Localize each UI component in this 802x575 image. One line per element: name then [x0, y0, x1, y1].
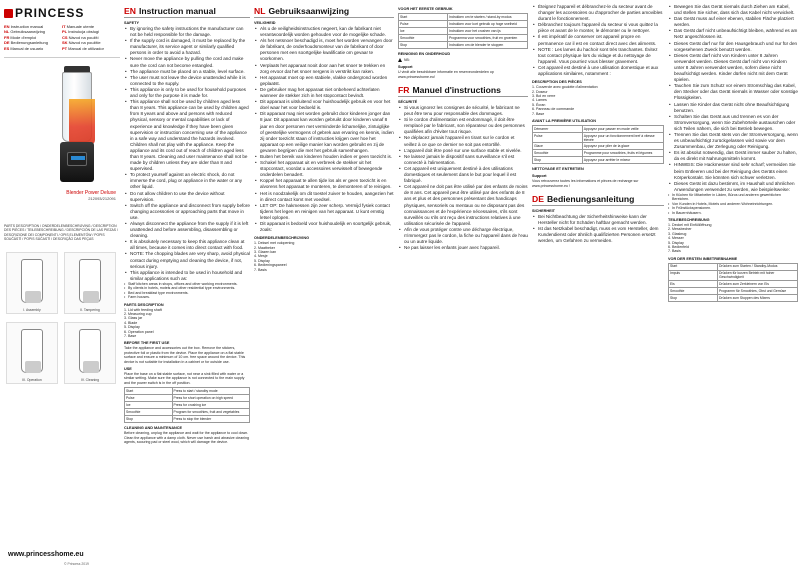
- en-before-text: Take the appliance and accessories out the box. Remove the stickers, protective foil or plastic from the device. Place the appliance on a flat stable surface and ensure a minimum of 10 cm. free space around the device. This device is not suitable for installation in a cabinet or for outside use.: [124, 346, 246, 364]
- list-item: 7. Base: [532, 111, 545, 116]
- table-cell: Appuyez pour piler de la glace: [582, 143, 663, 150]
- table-cell: Start: [669, 263, 718, 270]
- fr-parts-heading: DESCRIPTION DES PIÈCES: [532, 80, 582, 85]
- nl-parts-heading: ONDERDELENBESCHRIJVING: [254, 236, 310, 241]
- list-item: • Von Kunden in Hotels, Motels und anderen Wohneinrichtungen.: [668, 202, 798, 206]
- list-item: • De gebruiker mag het apparaat niet onbeheerd achterlaten wanneer de stekker zich in het stopcontact bevindt.: [254, 87, 394, 99]
- table-cell: Appuyez pour arrêter le mixeur: [582, 157, 663, 164]
- table-row: [669, 280, 798, 287]
- list-item: • To protect yourself against an electric shock, do not immerse the cord, plug or appliance in the water or any other liquid.: [124, 172, 250, 190]
- list-item: • Do not allow children to use the device without supervision.: [124, 191, 250, 203]
- list-item: • Ne déplacez jamais l'appareil en tirant sur le cordon et veillez à ce que ce dernier ne soit pas entortillé.: [398, 135, 528, 147]
- list-item: • The appliance must be placed on a stable, level surface.: [124, 69, 250, 75]
- table-cell: Appuyez pour passer en mode veille: [582, 125, 663, 132]
- list-item: 2. Measuring cup: [124, 311, 152, 316]
- nl-support-heading: Support: [398, 65, 413, 70]
- language-item: SKNávod na použitie: [62, 40, 101, 46]
- list-item: • In Frühstückspensionen.: [668, 206, 798, 210]
- parts-description-heading: PARTS DESCRIPTION / ONDERDELENBESCHRIJVING / DESCRIPTION DES PIÈCES / TEILEBESCHREIBUNG / DESCRIPCIÓN DE LAS PIEZAS / DESCRIZIONE DEI COMPONENTI / OPIS ELEMENTÓW / POPIS SOUČÁSTÍ / POPIS SÚČASTÍ / DESCRIÇÃO DAS PEÇAS: [4, 224, 118, 242]
- list-item: • This appliance is only to be used for household purposes and only for the purpose it is made for.: [124, 87, 250, 99]
- list-item: • In Küchen für Mitarbeiter in Läden, Büros und anderen gewerblichen Bereichen.: [668, 193, 798, 202]
- list-item: 6. Operation panel: [124, 329, 154, 334]
- fr-safety-list: [398, 105, 528, 251]
- copyright-date: © Princess 2019: [64, 562, 89, 566]
- list-item: • Cet appareil est destiné à une utilisation domestique et aux applications similaires, notamment :: [532, 65, 664, 77]
- list-item: • Dit apparaat is bedoeld voor huishoudelijk en soortgelijk gebruik, zoals:: [254, 221, 394, 233]
- fr-parts-list: [532, 85, 664, 116]
- table-row: [533, 150, 664, 157]
- list-item: 6. Panneau de commande: [532, 107, 575, 112]
- list-item: • NOTE : Les lames du hachoir sont très tranchantes. Évitez tout contact physique lors du vidage et du nettoyage de l'appareil. Vous pourriez vous blesser gravement.: [532, 47, 664, 65]
- list-item: 4. Blade: [124, 320, 138, 325]
- table-cell: Appuyez pour un fonctionnement bref à vitesse élevée: [582, 132, 663, 142]
- list-item: • Trennen Sie das Gerät stets von der Stromversorgung, wenn es unbeaufsichtigt zurückgelassen wird sowie vor dem Zusammenbau, der Zerlegung oder Reinigung.: [668, 132, 798, 150]
- table-cell: Press to stop the blender: [172, 416, 250, 423]
- list-item: 7. Basis: [254, 267, 267, 272]
- table-cell: Pulse: [533, 132, 583, 142]
- fr-support-heading: Support: [532, 174, 547, 179]
- list-item: • Verplaats het apparaat nooit door aan het snoer te trekken en zorg ervoor dat het snoer nergens in verstrikt kan raken.: [254, 63, 394, 75]
- de-column: [668, 4, 798, 572]
- nl-cleaning-heading: REINIGING EN ONDERHOUD: [398, 52, 451, 56]
- list-item: 2. Doseur: [532, 89, 548, 94]
- cover-column: [4, 4, 120, 572]
- table-cell: Start: [399, 14, 448, 21]
- list-item: • Never move the appliance by pulling the cord and make sure the cord can not become entangled.: [124, 56, 250, 68]
- de-parts-heading: TEILEBESCHREIBUNG: [668, 217, 710, 222]
- list-item: • Ne pas laisser les enfants jouer avec l'appareil.: [398, 245, 528, 251]
- table-cell: Drücken zum Stoppen des Mixers: [718, 294, 798, 301]
- language-item: PTManual de utilizador: [62, 45, 104, 51]
- nl-column: [254, 4, 394, 572]
- list-item: • Bewegen Sie das Gerät niemals durch Ziehen am Kabel, und stellen Sie sicher, dass sich das Kabel nicht verwickelt.: [668, 4, 798, 16]
- list-item: • Schakel het apparaat uit en verbreek de stekker uit het stopcontact, voordat u accessoires verwisselt of bewegende onderdelen benadert.: [254, 160, 394, 178]
- table-cell: Glace: [533, 143, 583, 150]
- nl-safety-list: [254, 26, 394, 233]
- list-item: • Als u de veiligheidsinstructies negeert, kan de fabrikant niet verantwoordelijk worden gehouden voor de mogelijke schade.: [254, 26, 394, 38]
- table-row: [125, 402, 250, 409]
- table-row: [399, 14, 528, 21]
- list-item: • Farm houses.: [124, 295, 250, 299]
- fr-before-heading: AVANT LA PREMIÈRE UTILISATION: [532, 118, 596, 123]
- table-cell: Stop: [533, 157, 583, 164]
- table-row: [399, 21, 528, 28]
- en-use-heading: USE: [124, 367, 132, 372]
- list-item: 1. Lid with feeding shaft: [124, 307, 162, 312]
- table-cell: Program for smoothies, fruit and vegetables: [172, 409, 250, 416]
- language-item: CSNávod na použití: [62, 34, 99, 40]
- product-image: [4, 57, 120, 222]
- list-item: • Das Gerät muss auf einer ebenen, stabilen Fläche platziert werden.: [668, 16, 798, 28]
- table-cell: Stop: [669, 294, 718, 301]
- table-cell: Smoothie: [669, 287, 718, 294]
- list-item: • By ignoring the safety instructions the manufacturer can not be held responsible for the damage.: [124, 26, 250, 38]
- list-item: 5. Écran: [532, 102, 546, 107]
- list-item: • Tauchen Sie zum Schutz vor einem Stromschlag das Kabel, den Stecker oder das Gerät niemals in Wasser oder sonstige Flüssigkeiten.: [668, 83, 798, 101]
- list-item: • Il est impératif de conserver cet appareil propre en permanence car il est en contact direct avec des aliments.: [532, 34, 664, 46]
- list-item: • If the supply cord is damaged, it must be replaced by the manufacturer, its service agent or similarly qualified persons in order to avoid a hazard.: [124, 38, 250, 56]
- de-safety-list: [532, 214, 664, 244]
- figure-1: I. Assembly: [6, 252, 58, 314]
- language-item: PLInstrukcja obsługi: [62, 29, 100, 35]
- table-cell: Drücken zum Starten / Standby-Modus: [718, 263, 798, 270]
- table-cell: Press for short operation on high speed: [172, 395, 250, 402]
- table-cell: Ice: [399, 28, 448, 35]
- list-item: • Éteignez l'appareil et débranchez-le du secteur avant de changer les accessoires ou d'approcher de parties amovibles durant le fonctionnement.: [532, 4, 664, 22]
- table-cell: Indrukken voor het crushen van ijs: [448, 28, 528, 35]
- list-item: 1. Deckel mit Einfüllöffnung: [668, 222, 712, 227]
- list-item: 4. Messer: [668, 236, 684, 241]
- table-cell: Pulse: [399, 21, 448, 28]
- language-item: FRMode d'emploi: [4, 34, 37, 40]
- list-item: 5. Display: [124, 325, 140, 330]
- table-cell: Smoothie: [125, 409, 173, 416]
- list-item: 5. Display: [254, 258, 270, 263]
- table-row: [399, 35, 528, 42]
- product-name: Blender Power Deluxe 212093/212091: [4, 190, 116, 201]
- table-row: [533, 125, 664, 132]
- table-cell: Programm für Smoothies, Obst und Gemüse: [718, 287, 798, 294]
- en-use-text: Place the base on a flat stable surface, not near a sink filled with water or a similar setting. Make sure the appliance is not connected to the main supply and the power switch is in the off position.: [124, 372, 245, 385]
- list-item: • Lassen Sie Kinder das Gerät nicht ohne Beaufsichtigung benutzen.: [668, 102, 798, 114]
- list-item: 1. Couvercle avec goulotte d'alimentation: [532, 85, 598, 90]
- list-item: • Schalten Sie das Gerät aus und trennen es von der Stromversorgung, wenn Sie Zubehörteile austauschen oder sich Teilen nähern, die sich bei Betrieb bewegen.: [668, 114, 798, 132]
- list-item: 3. Bol en verre: [532, 93, 556, 98]
- list-item: • Si vous ignorez les consignes de sécurité, le fabricant ne peut être tenu pour responsable des dommages.: [398, 105, 528, 117]
- figure-2: II. Tampering: [64, 252, 116, 314]
- language-item: ITManuale utente: [62, 24, 95, 29]
- website-url: www.princesshome.eu: [8, 551, 84, 558]
- list-item: • Ne laissez jamais le dispositif sans surveillance s'il est connecté à l'alimentation.: [398, 154, 528, 166]
- language-list: [4, 24, 120, 51]
- nl-fr-column: [398, 4, 528, 572]
- table-cell: Démarrer: [533, 125, 583, 132]
- fr-safety-heading: SÉCURITÉ: [398, 100, 418, 105]
- table-row: [125, 388, 250, 395]
- table-cell: Drücken für kurzen Betrieb mit hoher Geschwindigkeit: [718, 270, 798, 280]
- language-item: DEBedienungsanleitung: [4, 40, 48, 46]
- list-item: • Cet appareil ne doit pas être utilisé par des enfants de moins de 8 ans. Cet appareil peut être utilisé par des enfants de 8 ans et plus et des personnes présentant des handicaps physiques, sensoriels ou mentaux ou ne disposant pas des connaissances et de l'expérience nécessaires, s'ils sont surveillés ou s'ils ont reçu des instructions relatives à une utilisation sécurisée de l'appareil.: [398, 184, 528, 227]
- fr-support-text: Vous retrouverez toutes les informations et pièces de rechange sur www.princesshome.eu !: [532, 179, 639, 188]
- list-item: • Als het netsnoer beschadigd is, moet het worden vervangen door de fabrikant, de onderhoudsmonteur van de fabrikant of door personen met een soortgelijke kwalificatie om gevaar te voorkomen.: [254, 38, 394, 62]
- en-safety-list: [124, 26, 250, 282]
- nl-title: NL Gebruiksaanwijzing: [254, 6, 394, 18]
- list-item: • In Bauernhäusern.: [668, 211, 798, 215]
- list-item: 3. Glass jar: [124, 316, 143, 321]
- list-item: • Dit apparaat is uitsluitend voor huishoudelijk gebruik en voor het doel waar het voor bedoeld is.: [254, 99, 394, 111]
- table-cell: Programma voor smoothies, fruit en groenten: [448, 35, 528, 42]
- brand-logo: PRINCESS: [4, 6, 120, 20]
- list-item: • LET OP: De hakmessen zijn zeer scherp. Vermijd fysiek contact tijdens het legen en reinigen van het apparaat. U kunt ernstig letsel oplopen.: [254, 203, 394, 221]
- de-usage-list: [668, 193, 798, 215]
- list-item: • Ist das Netzkabel beschädigt, muss es vom Hersteller, dem Kundendienst oder ähnlich qualifizierten Personen ersetzt werden, um Gefahren zu vermeiden.: [532, 226, 664, 244]
- table-row: [399, 28, 528, 35]
- nl-before-heading: VOOR HET EERSTE GEBRUIK: [398, 7, 453, 11]
- fr-function-table: [532, 125, 664, 164]
- table-cell: Indrukken voor kort gebruik op hoge snelheid: [448, 21, 528, 28]
- table-row: [125, 409, 250, 416]
- table-row: [669, 270, 798, 280]
- list-item: • Koppel het apparaat te allen tijde los als er geen toezicht is en alvorens het apparaat te monteren, te demonteren of te reinigen.: [254, 178, 394, 190]
- list-item: • HINWEIS: Die Hackmesser sind sehr scharf; vermeiden Sie beim Entleeren und bei der Reinigung des Geräts einen Körperkontakt. Sie könnten sich schwer verletzen.: [668, 162, 798, 180]
- en-cleaning-heading: CLEANING AND MAINTENANCE: [124, 426, 183, 431]
- table-cell: Press for crushing ice: [172, 402, 250, 409]
- table-cell: Ice: [125, 402, 173, 409]
- list-item: • Dieses Gerät darf nur für den Hausgebrauch und nur für den vorgesehenen Zweck benutzt werden.: [668, 41, 798, 53]
- table-row: [399, 42, 528, 49]
- list-item: 1. Deksel met vulopening: [254, 241, 295, 246]
- list-item: • NOTE: The chopping blades are very sharp, avoid physical contact during emptying and cleaning the device, if not, serious injury.: [124, 251, 250, 269]
- table-cell: Pulse: [125, 395, 173, 402]
- en-safety-heading: SAFETY: [124, 21, 139, 25]
- list-item: • Cet appareil est uniquement destiné à des utilisations domestiques et seulement dans le but pour lequel il est fabriqué.: [398, 166, 528, 184]
- table-row: [125, 416, 250, 423]
- list-item: 6. Bedienfeld: [668, 244, 689, 249]
- en-title: EN Instruction manual: [124, 6, 250, 18]
- table-cell: Indrukken om de blender te stoppen: [448, 42, 528, 49]
- table-row: [669, 263, 798, 270]
- table-cell: Smoothie: [399, 35, 448, 42]
- fr-cleaning-heading: NETTOYAGE ET ENTRETIEN: [532, 167, 584, 172]
- table-row: [533, 157, 664, 164]
- table-cell: Press to start / standby mode: [172, 388, 250, 395]
- table-cell: Programme pour smoothies, fruits et légumes: [582, 150, 663, 157]
- list-item: • By clients in hotels, motels and other residential type environments.: [124, 286, 250, 290]
- table-cell: Stop: [125, 416, 173, 423]
- table-cell: Start: [125, 388, 173, 395]
- list-item: • Es ist absolut notwendig, das Gerät immer sauber zu halten, da es direkt mit Nahrungsmitteln kommt.: [668, 150, 798, 162]
- list-item: 3. Glaskrug: [668, 231, 687, 236]
- table-cell: Stop: [399, 42, 448, 49]
- fr-title: FR Manuel d'instructions: [398, 85, 528, 97]
- list-item: • Bed and breakfast type environments.: [124, 291, 250, 295]
- list-item: • Staff kitchen areas in shops, offices and other working environments.: [124, 282, 250, 286]
- table-cell: Drücken zum Zerkleinern von Eis: [718, 280, 798, 287]
- list-item: • Si le cordon d'alimentation est endommagé, il doit être remplacé par le fabricant, son réparateur ou des personnes qualifiées afin d'éviter tout risque.: [398, 117, 528, 135]
- language-item: NLGebruiksaanwijzing: [4, 29, 46, 35]
- table-row: [125, 395, 250, 402]
- list-item: • Dieses Gerät ist dazu bestimmt, im Haushalt und ähnlichen Anwendungen verwendet zu werden, wie beispielsweise:: [668, 181, 798, 193]
- figure-4: IV. Cleaning: [64, 322, 116, 384]
- nl-support-text: U vindt alle beschikbare informatie en reserveonderdelen op www.princesshome.eu!: [398, 70, 494, 79]
- list-item: • Das Gerät darf nicht unbeaufsichtigt bleiben, während es am Netz angeschlossen ist.: [668, 28, 798, 40]
- nl-parts-list: [254, 241, 394, 272]
- list-item: • Het is noodzakelijk om dit toestel zuiver te houden, aangezien het in direct contact komt met voedsel.: [254, 191, 394, 203]
- list-item: 5. Display: [668, 240, 684, 245]
- list-item: • Buiten het bereik van kinderen houden indien er geen toezicht is.: [254, 154, 394, 160]
- list-item: 7. Base: [124, 334, 137, 338]
- list-item: • This appliance shall not be used by children aged less than 8 years. This appliance can be used by children aged from 8 years and above and persons with reduced physical, sensory or mental capabilities or lack of experience and knowledge if they have been given supervision or instruction concerning use of the appliance in a safe way and understand the hazards involved. Children shall not play with the appliance. Keep the appliance and its cord out of reach of children aged less than 8 years. Cleaning and user maintenance shall not be made by children unless they are older than 8 and supervised.: [124, 99, 250, 172]
- blender-icon: [58, 66, 96, 186]
- list-item: • Switch off the appliance and disconnect from supply before changing accessories or approaching parts that move in use.: [124, 203, 250, 221]
- language-item: ENInstruction manual: [4, 24, 44, 29]
- table-row: [533, 143, 664, 150]
- de-title: DE Bedienungsanleitung: [532, 194, 664, 206]
- de-function-table: [668, 263, 798, 302]
- product-code: 212093/212091: [88, 196, 116, 202]
- en-column: [124, 4, 250, 572]
- de-safety-list-continued: [668, 4, 798, 193]
- en-before-heading: BEFORE THE FIRST USE: [124, 341, 170, 346]
- list-item: 6. Bedieningspaneel: [254, 263, 287, 268]
- list-item: 4. Lames: [532, 98, 547, 103]
- de-safety-heading: SICHERHEIT: [532, 208, 555, 213]
- table-cell: Smoothie: [533, 150, 583, 157]
- assembly-figures: [4, 248, 120, 398]
- list-item: • Dit apparaat mag niet worden gebruikt door kinderen jonger dan 8 jaar. Dit apparaat kan worden gebruikt door kinderen vanaf 8 jaar en door personen met verminderde lichamelijke, zintuiglijke of geestelijke vermogens of gebrek aan ervaring en kennis, indien zij onder toezicht staan of instructies krijgen over hoe het apparaat op een veilige manier kan worden gebruikt en zij de gevaren begrijpen die met het gebruik samenhangen.: [254, 111, 394, 154]
- nl-safety-heading: VEILIGHEID: [254, 21, 276, 25]
- list-item: • Dieses Gerät darf nicht von Kindern unter 8 Jahren verwendet werden. Dieses Gerät darf nicht von Kindern unter 8 Jahren verwendet werden, sofern diese nicht beaufsichtigt werden. Kinder dürfen nicht mit dem Gerät spielen.: [668, 53, 798, 83]
- list-item: 7. Basis: [668, 249, 681, 254]
- table-row: [669, 294, 798, 301]
- list-item: • Afin de vous protéger contre une décharge électrique, n'immergez pas le cordon, la fiche ou l'appareil dans de l'eau ou un autre liquide.: [398, 227, 528, 245]
- en-cleaning-text: Before cleaning, unplug the appliance and wait for the appliance to cool down. Clean the appliance with a damp cloth. Never use harsh and abrasive cleaning agents, scouring pad or steel wool, which will damage the device.: [124, 431, 250, 445]
- list-item: • This appliance is intended to be used in household and similar applications such as:: [124, 270, 250, 282]
- fr-column: [532, 4, 664, 572]
- en-parts-list: [124, 308, 250, 339]
- en-parts-heading: PARTS DESCRIPTION: [124, 302, 164, 307]
- table-cell: Impuls: [669, 270, 718, 280]
- de-parts-list: [668, 223, 798, 254]
- table-cell: Eis: [669, 280, 718, 287]
- list-item: • L'appareil doit être posé sur une surface stable et nivelée.: [398, 148, 528, 154]
- en-usage-list: [124, 282, 250, 300]
- language-item: ESManual de usuario: [4, 45, 44, 51]
- list-item: 3. Glazen kan: [254, 250, 277, 254]
- list-item: • It is absolutely necessary to keep this appliance clean at all times, because it comes into direct contact with food.: [124, 239, 250, 251]
- table-row: [669, 287, 798, 294]
- figure-3: III. Operation: [6, 322, 58, 384]
- list-item: 2. Maatbeker: [254, 245, 275, 250]
- list-item: • Bei Nichtbeachtung der Sicherheitshinweise kann der Hersteller nicht für Schäden haftbar gemacht werden.: [532, 214, 664, 226]
- brand-mark-icon: [4, 9, 13, 18]
- list-item: 2. Messbecher: [668, 227, 692, 232]
- table-row: [533, 132, 664, 142]
- list-item: • Always disconnect the appliance from the supply if it is left unattended and before assembling, disassembling or cleaning.: [124, 221, 250, 239]
- nl-warning-icon: NB:: [398, 58, 528, 62]
- table-cell: Indrukken om te starten / stand-by modus: [448, 14, 528, 21]
- list-item: 4. Mesje: [254, 254, 268, 259]
- list-item: • Het apparaat moet op een stabiele, vlakke ondergrond worden geplaatst.: [254, 75, 394, 87]
- en-function-table: [124, 387, 250, 423]
- de-before-heading: VOR DER ERSTEN INBETRIEBNAHME: [668, 256, 738, 261]
- nl-function-table: [398, 13, 528, 49]
- fr-safety-list-continued: [532, 4, 664, 77]
- list-item: • The user must not leave the device unattended while it is connected to the supply.: [124, 75, 250, 87]
- list-item: • Débranchez toujours l'appareil du secteur si vous quittez la pièce et avant de le monter, le démonter ou le nettoyer.: [532, 22, 664, 34]
